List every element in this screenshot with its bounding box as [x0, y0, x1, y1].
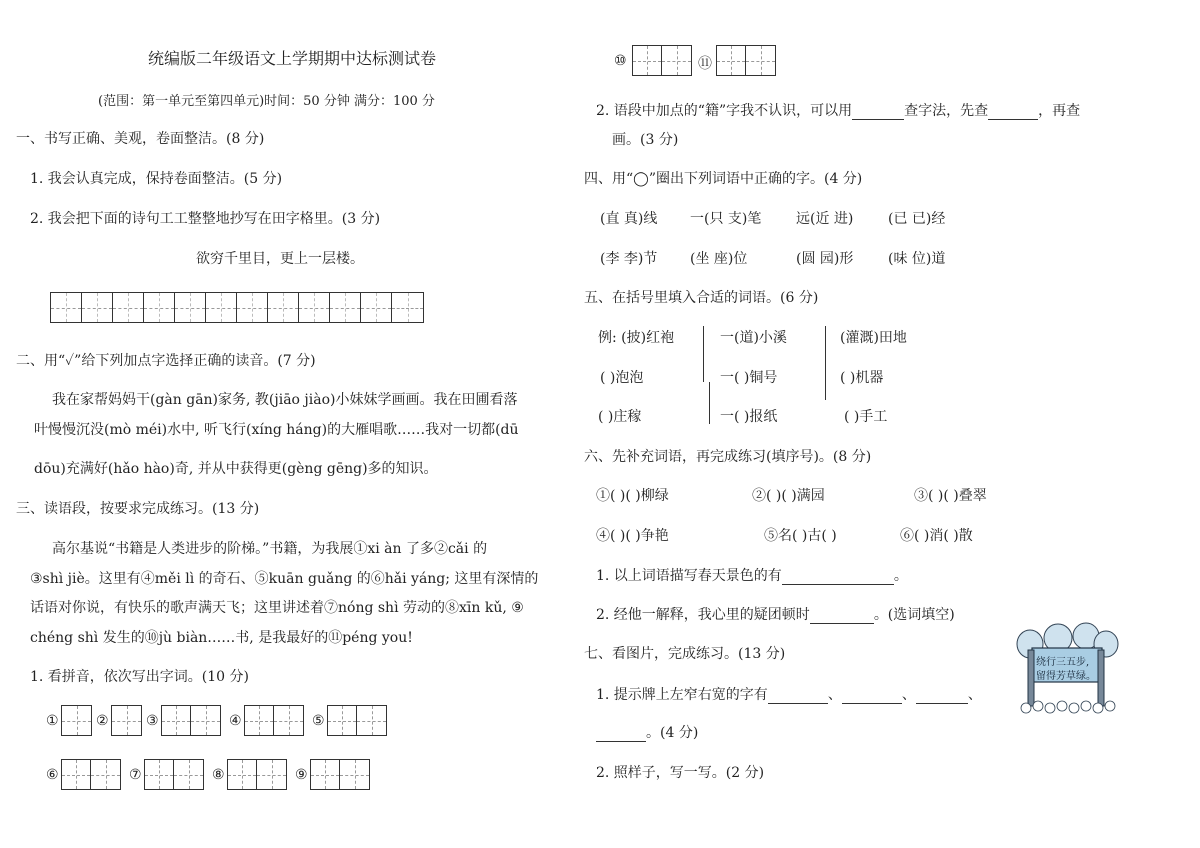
s5-blank-3[interactable]: 一( )铜号 — [720, 370, 778, 386]
section-1-heading: 一、书写正确、美观，卷面整洁。(8 分) — [16, 131, 265, 147]
grid-label-11: ⑪ — [698, 56, 712, 72]
s4-item-8[interactable]: (味 位)道 — [888, 251, 946, 267]
section-5-heading: 五、在括号里填入合适的词语。(6 分) — [584, 290, 819, 306]
s7-question-1 — [596, 684, 982, 704]
s7-sep-2: 、 — [901, 687, 916, 703]
s7-question-1-end — [596, 722, 698, 742]
s5-blank-2[interactable]: ( )庄稼 — [598, 409, 642, 425]
s7-blank-1[interactable] — [768, 689, 828, 704]
s5-blank-6[interactable]: ( )手工 — [844, 409, 888, 425]
s7-q1-text: 1. 提示牌上左窄右宽的字有 — [596, 687, 768, 703]
answer-grid-5[interactable] — [327, 705, 387, 736]
s6-q2-text: 2. 经他一解释，我心里的疑团顿时 — [596, 607, 810, 623]
s7-blank-2[interactable] — [842, 689, 902, 704]
look-up-blank[interactable] — [988, 105, 1038, 120]
section-3-question-1: 1. 看拼音，依次写出字词。(10 分) — [30, 669, 249, 685]
copy-grid[interactable] — [50, 292, 424, 323]
s7-sep-1: 、 — [827, 687, 842, 703]
s7-sep-3: 、 — [967, 687, 982, 703]
poem-line: 欲穷千里目，更上一层楼。 — [196, 251, 364, 267]
s6-question-2 — [596, 604, 955, 624]
grid-label-7: ⑦ — [129, 767, 142, 783]
s4-item-7[interactable]: (圆 园)形 — [796, 251, 854, 267]
grid-label-10: ⑩ — [614, 53, 627, 69]
section-4-heading: 四、用“◯”圈出下列词语中正确的字。(4 分) — [584, 171, 863, 187]
s7-blank-4[interactable] — [596, 727, 646, 742]
grid-label-1: ① — [46, 713, 59, 729]
section-7-heading: 七、看图片，完成练习。(13 分) — [584, 646, 786, 662]
sign-text-line-1: 绕行三五步, — [1036, 657, 1090, 668]
s7-blank-3[interactable] — [916, 689, 968, 704]
s6-q2-end: 。(选词填空) — [873, 607, 955, 623]
section-3-question-2-end: 画。(3 分) — [612, 132, 679, 148]
s6-question-1 — [596, 565, 908, 585]
question-2-text-c: ，再查 — [1038, 103, 1081, 119]
grid-label-5: ⑤ — [312, 713, 325, 729]
question-2-text-a: 2. 语段中加点的“籍”字我不认识，可以用 — [596, 103, 853, 119]
s6-q1-end: 。 — [893, 568, 908, 584]
s5-blank-1[interactable]: ( )泡泡 — [600, 370, 644, 386]
s6-idiom-5[interactable]: ⑤名( )古( ) — [764, 528, 837, 544]
answer-grid-6[interactable] — [61, 759, 121, 790]
exam-info: (范围：第一单元至第四单元)时间：50 分钟 满分：100 分 — [98, 94, 435, 109]
s7-q1-points: 。(4 分) — [646, 725, 699, 741]
s6-q2-blank[interactable] — [810, 609, 874, 624]
s4-item-4[interactable]: (已 已)经 — [888, 211, 946, 227]
section-3-heading: 三、读语段，按要求完成练习。(13 分) — [16, 501, 260, 517]
answer-grid-8[interactable] — [227, 759, 287, 790]
s5-example-3: (灌溉)田地 — [840, 330, 907, 346]
grid-label-4: ④ — [229, 713, 242, 729]
section-3-question-2 — [596, 100, 1080, 120]
radical-blank[interactable] — [852, 105, 904, 120]
sign-text-line-2: 留得芳草绿。 — [1036, 671, 1096, 682]
section-3-passage-line-2: ③shì jiè。这里有④měi lì 的奇石、⑤kuān guǎng 的⑥hǎi yáng; 这里有深情的 — [30, 571, 539, 587]
section-3-passage-line-3: 话语对你说，有快乐的歌声满天飞；这里讲述着⑦nóng shì 劳动的⑧xīn kǔ, ⑨ — [30, 600, 524, 616]
s6-q1-text: 1. 以上词语描写春天景色的有 — [596, 568, 782, 584]
section-2-passage-line-2: 叶慢慢沉没(mò méi)水中, 听飞行(xíng háng)的大雁唱歌……我对一切都(dū — [34, 422, 519, 438]
s4-item-3[interactable]: 远(近 进) — [796, 211, 854, 227]
s6-idiom-1[interactable]: ①( )( )柳绿 — [596, 488, 669, 504]
s5-example-1: 例: (披)红袍 — [598, 330, 675, 346]
answer-grid-3[interactable] — [161, 705, 221, 736]
s6-idiom-4[interactable]: ④( )( )争艳 — [596, 528, 669, 544]
s6-idiom-3[interactable]: ③( )( )叠翠 — [914, 488, 987, 504]
grid-label-3: ③ — [146, 713, 159, 729]
answer-grid-9[interactable] — [310, 759, 370, 790]
answer-grid-2[interactable] — [111, 705, 142, 736]
s6-q1-blank[interactable] — [782, 570, 894, 585]
section-1-question-2: 2. 我会把下面的诗句工工整整地抄写在田字格里。(3 分) — [30, 211, 381, 227]
grid-label-9: ⑨ — [295, 767, 308, 783]
s5-divider-2 — [709, 382, 710, 424]
s6-idiom-6[interactable]: ⑥( )消( )散 — [900, 528, 973, 544]
section-2-passage-line-3: dōu)充满好(hǎo hào)奇, 并从中获得更(gèng gēng)多的知识。 — [34, 461, 438, 477]
s5-blank-5[interactable]: ( )机器 — [840, 370, 884, 386]
answer-grid-11[interactable] — [716, 45, 776, 76]
answer-grid-10[interactable] — [632, 45, 692, 76]
s5-blank-4[interactable]: 一( )报纸 — [720, 409, 778, 425]
answer-grid-1[interactable] — [61, 705, 92, 736]
sign-illustration — [1010, 622, 1122, 716]
answer-grid-4[interactable] — [244, 705, 304, 736]
s5-divider-1 — [703, 326, 704, 382]
grid-label-8: ⑧ — [212, 767, 225, 783]
s5-divider-3 — [825, 326, 826, 400]
s4-item-5[interactable]: (李 李)节 — [600, 251, 658, 267]
s7-question-2: 2. 照样子，写一写。(2 分) — [596, 765, 765, 781]
section-2-heading: 二、用“✓”给下列加点字选择正确的读音。(7 分) — [16, 353, 316, 369]
question-2-text-b: 查字法，先查 — [904, 103, 989, 119]
s4-item-2[interactable]: 一(只 支)笔 — [690, 211, 762, 227]
section-1-question-1: 1. 我会认真完成，保持卷面整洁。(5 分) — [30, 171, 283, 187]
s4-item-6[interactable]: (坐 座)位 — [690, 251, 748, 267]
section-6-heading: 六、先补充词语，再完成练习(填序号)。(8 分) — [584, 449, 872, 465]
answer-grid-7[interactable] — [144, 759, 204, 790]
grid-label-2: ② — [96, 713, 109, 729]
grid-label-6: ⑥ — [46, 767, 59, 783]
section-3-passage-line-4: chéng shì 发生的⑩jù biàn……书, 是我最好的⑪péng you! — [30, 630, 413, 646]
s6-idiom-2[interactable]: ②( )( )满园 — [752, 488, 825, 504]
section-2-passage-line-1: 我在家帮妈妈干(gàn gān)家务, 教(jiāo jiào)小妹妹学画画。我在田圃看落 — [52, 392, 518, 408]
s5-example-2: 一(道)小溪 — [720, 330, 787, 346]
page-title: 统编版二年级语文上学期期中达标测试卷 — [148, 49, 437, 68]
section-3-passage-line-1: 高尔基说“书籍是人类进步的阶梯。”书籍，为我展①xi àn 了多②cǎi 的 — [52, 541, 488, 557]
s4-item-1[interactable]: (直 真)线 — [600, 211, 658, 227]
